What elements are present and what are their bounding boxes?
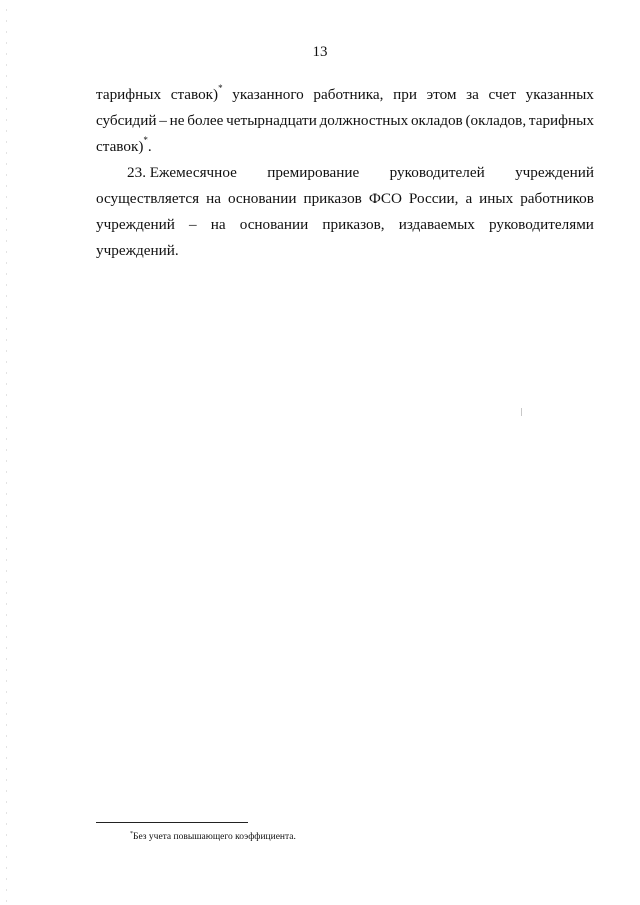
word: ФСО bbox=[368, 190, 402, 207]
text-line bbox=[96, 108, 594, 134]
footnote-reference: * bbox=[143, 134, 148, 145]
word: указанных bbox=[525, 86, 594, 103]
word: а bbox=[465, 190, 473, 207]
word: иных bbox=[479, 190, 514, 207]
word: премирование bbox=[267, 164, 360, 181]
word: счет bbox=[488, 86, 516, 103]
word: тарифных bbox=[528, 112, 594, 129]
footnote-reference: * bbox=[218, 82, 223, 93]
text-line bbox=[96, 82, 594, 108]
word: – bbox=[159, 112, 167, 129]
word: на bbox=[210, 216, 226, 233]
footnote-text: Без учета повышающего коэффициента. bbox=[133, 832, 296, 842]
word: приказов, bbox=[322, 216, 385, 233]
word: России, bbox=[408, 190, 459, 207]
word: работников bbox=[520, 190, 594, 207]
word: основании bbox=[239, 216, 309, 233]
word: учреждений bbox=[515, 164, 594, 181]
word: (окладов, bbox=[465, 112, 527, 129]
text-line bbox=[96, 160, 594, 186]
word: учреждений. bbox=[96, 242, 179, 259]
word-with-footnote-mark: ставок)* bbox=[170, 82, 223, 103]
word: четырнадцати bbox=[226, 112, 317, 129]
word: не bbox=[169, 112, 185, 129]
paragraph-23 bbox=[96, 160, 594, 264]
word: руководителей bbox=[389, 164, 485, 181]
word: – bbox=[189, 216, 197, 233]
text-line bbox=[96, 134, 594, 160]
word: указанного bbox=[232, 86, 304, 103]
word: при bbox=[393, 86, 417, 103]
paragraph-continuation bbox=[96, 82, 594, 160]
text-line bbox=[96, 238, 594, 264]
word: приказов bbox=[303, 190, 362, 207]
word: работника, bbox=[313, 86, 384, 103]
page-number: 13 bbox=[312, 44, 328, 60]
word-with-footnote-mark: ставок)*. bbox=[96, 134, 152, 155]
word: учреждений bbox=[96, 216, 175, 233]
word: тарифных bbox=[96, 86, 162, 103]
word: на bbox=[206, 190, 221, 207]
text-line bbox=[96, 186, 594, 212]
word: должностных bbox=[319, 112, 409, 129]
word: руководителями bbox=[488, 216, 594, 233]
scan-edge-artifact bbox=[6, 0, 7, 905]
word: этом bbox=[426, 86, 457, 103]
word: 23. Ежемесячное bbox=[127, 164, 237, 181]
word: осуществляется bbox=[96, 190, 200, 207]
word: за bbox=[466, 86, 479, 103]
word: субсидий bbox=[96, 112, 157, 129]
text-line bbox=[96, 212, 594, 238]
footnote-mark: * bbox=[130, 830, 133, 837]
word: более bbox=[187, 112, 224, 129]
word: основании bbox=[227, 190, 297, 207]
footnote bbox=[130, 832, 296, 842]
word: издаваемых bbox=[398, 216, 475, 233]
word: окладов bbox=[410, 112, 463, 129]
scan-speck-artifact bbox=[521, 408, 522, 416]
footnote-separator bbox=[96, 822, 248, 823]
